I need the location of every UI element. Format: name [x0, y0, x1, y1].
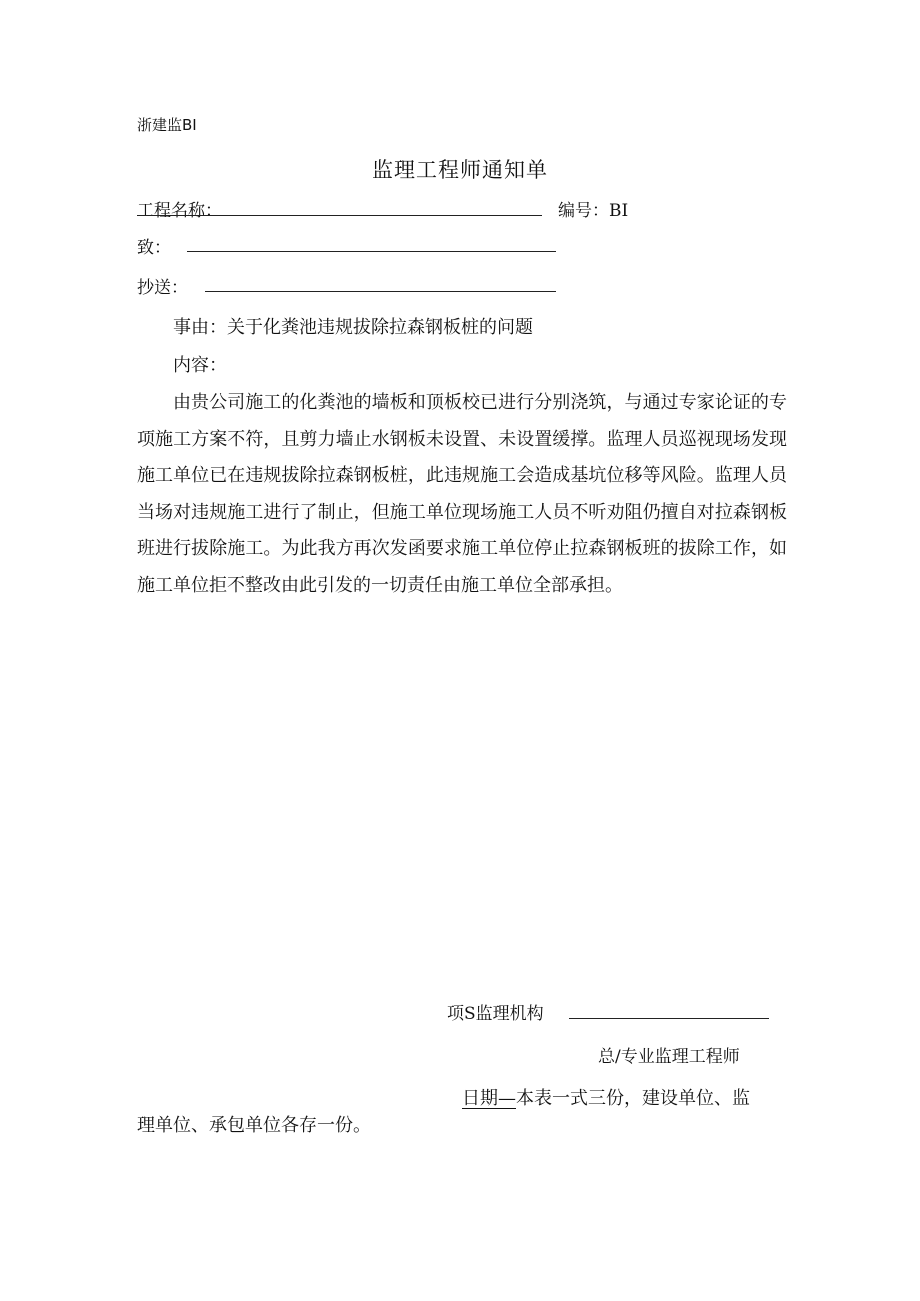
content-body: 由贵公司施工的化粪池的墙板和顶板校已进行分别浇筑，与通过专家论证的专项施工方案不符，且剪力墙止水钢板未设置、未设置缓撑。监理人员巡视现场发现施工单位已在违规拔除拉森钢板桩，此违规施工会造成基坑位移等风险。监理人员当场对违规施工进行了制止，但施工单位现场施工人员不听劝阻仍擅自对拉森钢板班进行拔除施工。为此我方再次发函要求施工单位停止拉森钢板班的拔除工作，如施工单位拒不整改由此引发的一切责任由施工单位全部承担。: [137, 392, 787, 596]
date-and-note-line: [462, 1084, 750, 1110]
copies-note-part1: 本表一式三份，建设单位、监: [516, 1088, 750, 1109]
copies-note-part2: 理单位、承包单位各存一份。: [137, 1115, 371, 1136]
form-code: 浙建监BI: [137, 116, 197, 134]
cc-underline: [205, 291, 556, 292]
project-name-underline: [137, 215, 542, 216]
supervision-org-underline: [569, 1018, 769, 1019]
subject-line: 事由：关于化粪池违规拔除拉森钢板桩的问题: [173, 317, 533, 338]
document-title: 监理工程师通知单: [372, 158, 548, 182]
cc-label: 抄送：: [137, 278, 188, 298]
project-name-label: 工程名称：: [137, 201, 222, 221]
document-number-label: 编号：BI: [558, 201, 629, 221]
supervision-org-label: 项S监理机构: [447, 1004, 544, 1024]
engineer-label: 总/专业监理工程师: [598, 1047, 740, 1067]
content-label: 内容：: [173, 355, 227, 376]
date-label: 日期—: [462, 1088, 516, 1109]
recipient-label: 致：: [137, 238, 171, 258]
recipient-underline: [187, 251, 556, 252]
